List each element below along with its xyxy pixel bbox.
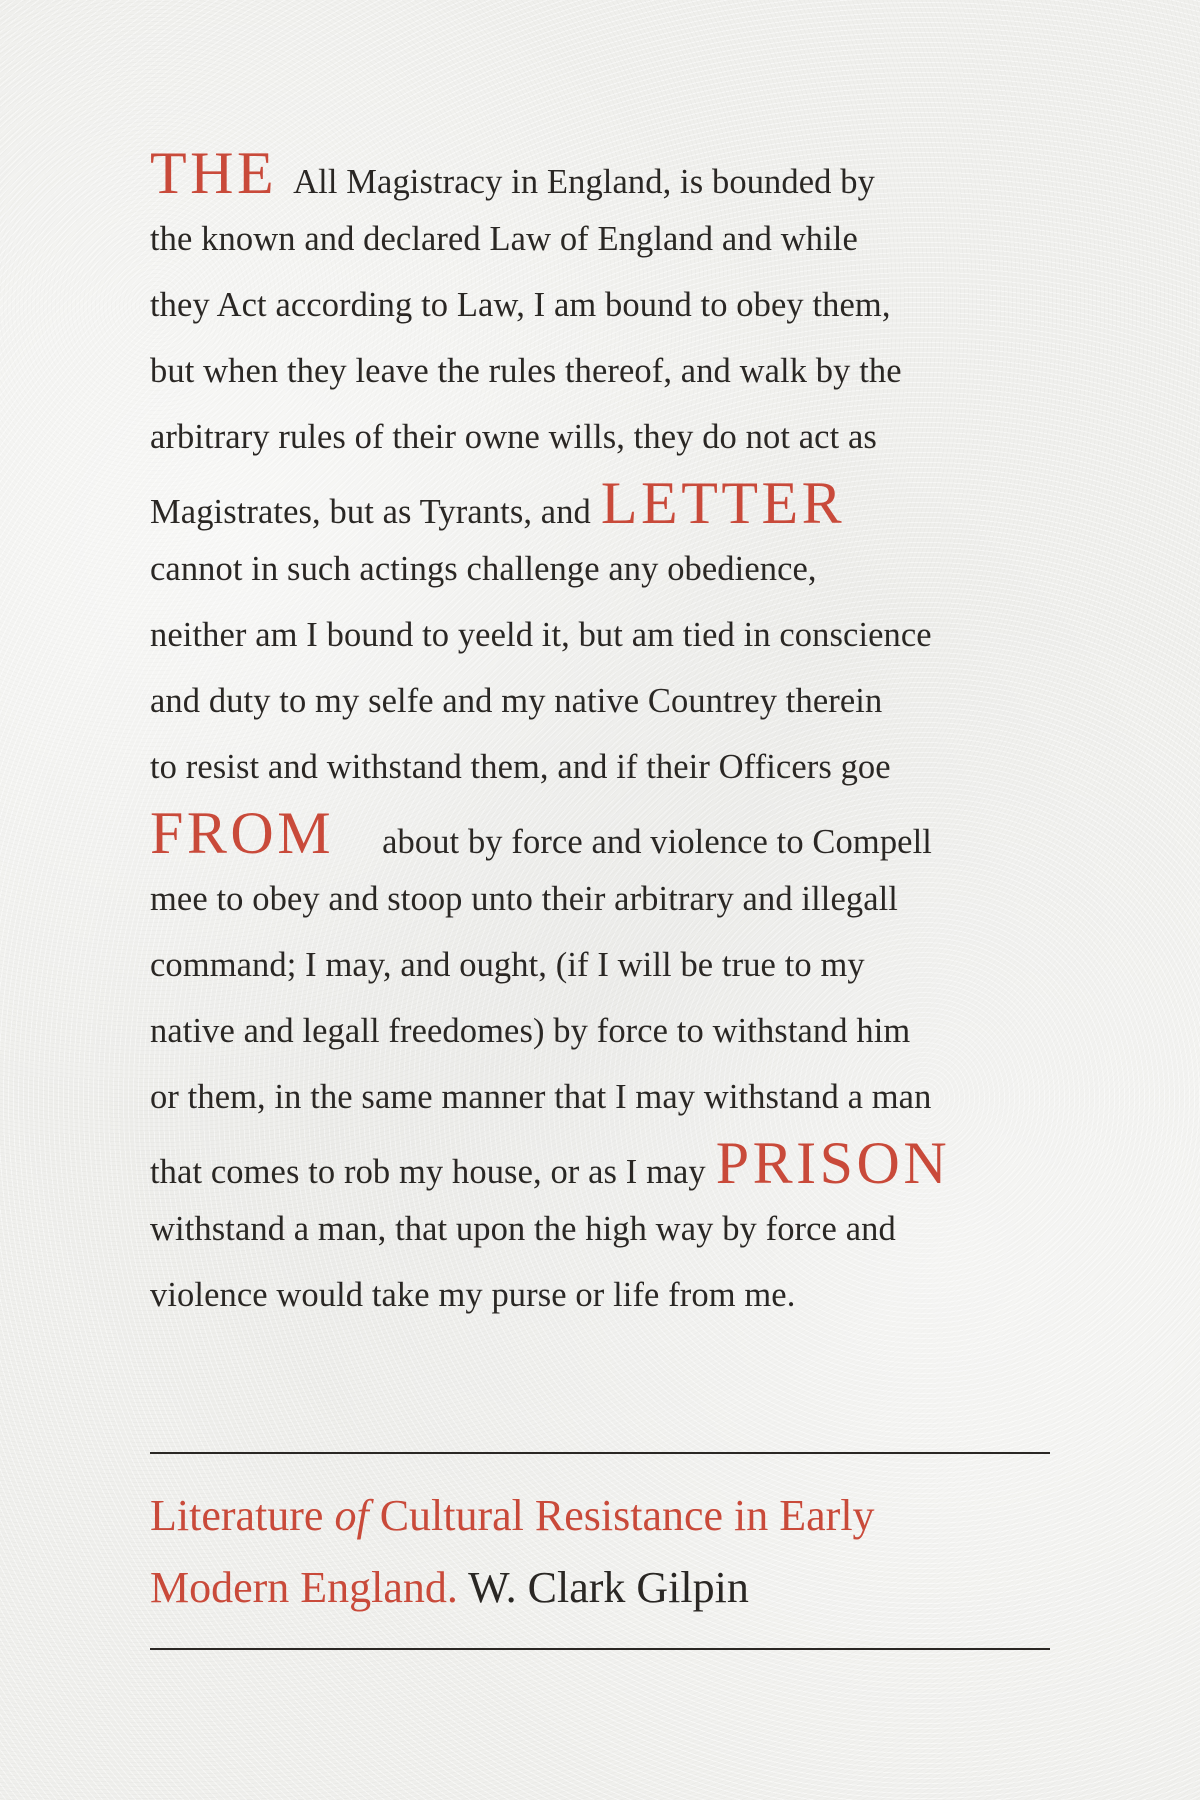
quote-text: mee to obey and stoop unto their arbitrary and illegall: [150, 880, 898, 918]
quote-text: Magistrates, but as Tyrants, and: [150, 493, 591, 531]
quote-line: [150, 140, 1050, 206]
quote-text: but when they leave the rules thereof, and walk by the: [150, 352, 902, 390]
quote-line: [150, 1262, 1050, 1328]
subtitle-line-2: [150, 1552, 1050, 1624]
quote-text: native and legall freedomes) by force to withstand him: [150, 1012, 911, 1050]
quote-line: [150, 272, 1050, 338]
quote-text: about by force and violence to Compell: [382, 823, 932, 861]
quote-line: [150, 800, 1050, 866]
quote-text: command; I may, and ought, (if I will be true to my: [150, 946, 865, 984]
quote-line: [150, 338, 1050, 404]
quote-line: [150, 206, 1050, 272]
title-word-prison: PRISON: [715, 1130, 951, 1196]
quote-line: [150, 932, 1050, 998]
quote-text: the known and declared Law of England and while: [150, 220, 858, 258]
quote-line: [150, 602, 1050, 668]
quote-line: [150, 998, 1050, 1064]
quote-text: and duty to my selfe and my native Countrey therein: [150, 682, 883, 720]
subtitle-text: Literature: [150, 1491, 335, 1540]
quote-text: All Magistracy in England, is bounded by: [293, 163, 875, 201]
quote-text: that comes to rob my house, or as I may: [150, 1153, 706, 1191]
quote-line: [150, 1064, 1050, 1130]
quote-text: violence would take my purse or life from me.: [150, 1276, 796, 1314]
quote-line: [150, 866, 1050, 932]
quote-block: [150, 140, 1050, 1328]
quote-text: they Act according to Law, I am bound to obey them,: [150, 286, 891, 324]
quote-text: arbitrary rules of their owne wills, they do not act as: [150, 418, 877, 456]
quote-line: [150, 668, 1050, 734]
quote-text: withstand a man, that upon the high way by force and: [150, 1210, 896, 1248]
bottom-divider: [150, 1648, 1050, 1650]
title-word-from: FROM: [150, 800, 335, 866]
subtitle-text: Modern England.: [150, 1563, 458, 1612]
quote-line: [150, 404, 1050, 470]
subtitle-text: Cultural Resistance in Early: [368, 1491, 875, 1540]
quote-text: neither am I bound to yeeld it, but am tied in conscience: [150, 616, 932, 654]
quote-line: [150, 470, 1050, 536]
quote-text: or them, in the same manner that I may withstand a man: [150, 1078, 932, 1116]
subtitle-line-1: [150, 1480, 1050, 1552]
top-divider: [150, 1452, 1050, 1454]
quote-text: to resist and withstand them, and if their Officers goe: [150, 748, 891, 786]
quote-line: [150, 1130, 1050, 1196]
quote-line: [150, 1196, 1050, 1262]
subtitle-of: of: [334, 1491, 369, 1540]
title-word-letter: LETTER: [600, 470, 846, 536]
author-name: W. Clark Gilpin: [468, 1563, 749, 1612]
quote-line: [150, 536, 1050, 602]
quote-text: cannot in such actings challenge any obedience,: [150, 550, 817, 588]
subtitle-block: [150, 1480, 1050, 1624]
title-word-the: THE: [150, 140, 278, 206]
quote-line: [150, 734, 1050, 800]
